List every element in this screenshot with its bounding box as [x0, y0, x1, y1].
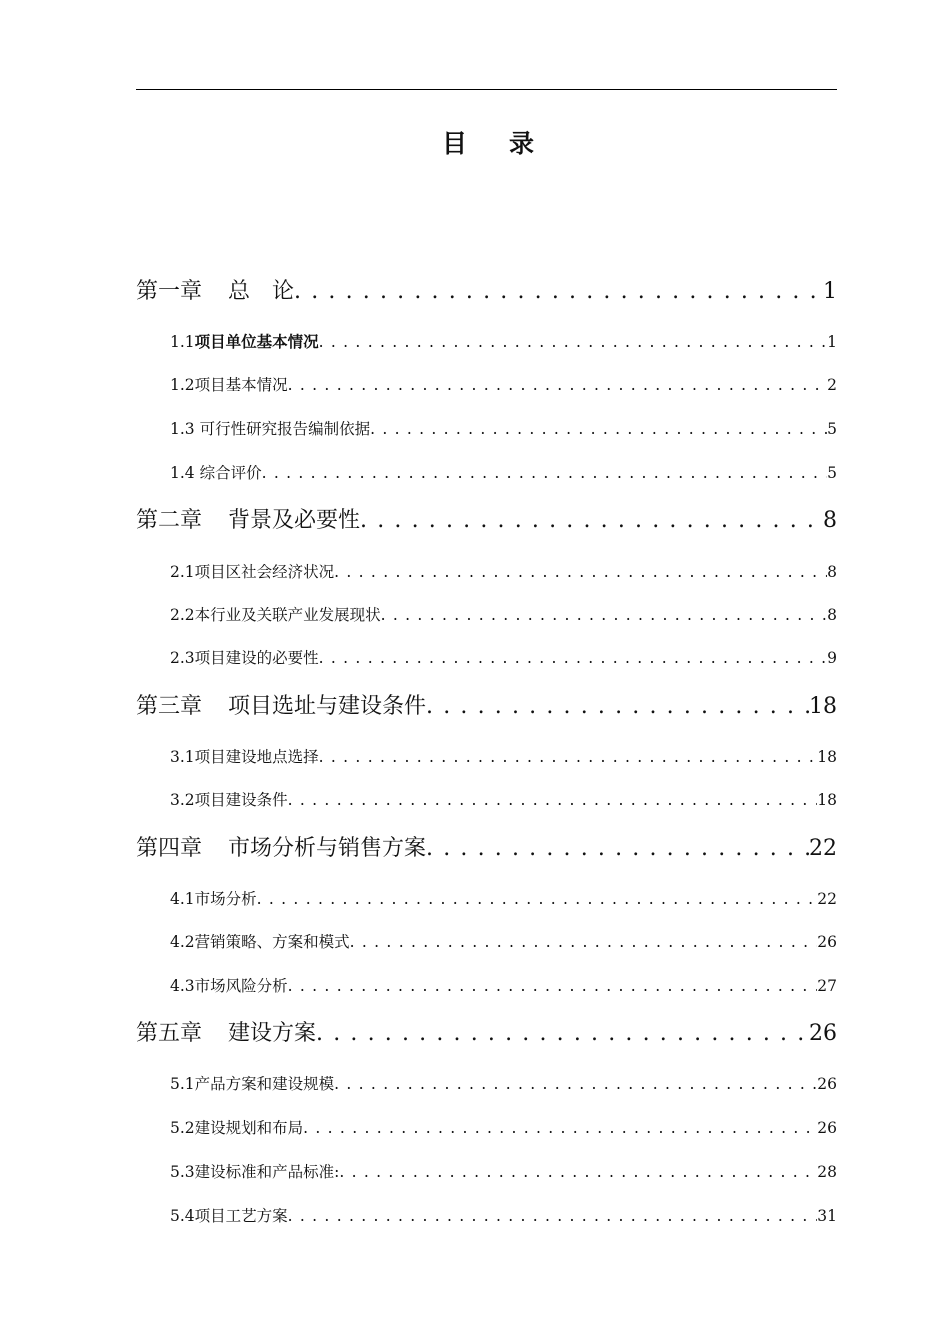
- toc-page-number: 26: [817, 1119, 837, 1137]
- toc-entry-number: 第二章: [136, 508, 203, 533]
- toc-page-number: 8: [827, 563, 837, 581]
- toc-section-entry[interactable]: [170, 1204, 837, 1228]
- toc-page-number: 9: [827, 649, 837, 667]
- toc-entry-number: 2.1: [170, 563, 195, 581]
- toc-entry-label: [170, 330, 319, 352]
- dot-leader: [360, 508, 823, 533]
- toc-entry-title: 建设规划和布局: [194, 1119, 304, 1137]
- toc-entry-title: 建设方案: [228, 1021, 317, 1046]
- dot-leader: [334, 563, 827, 581]
- toc-section-entry[interactable]: [170, 560, 837, 584]
- toc-entry-title: 项目区社会经济状况: [194, 563, 335, 581]
- toc-entry-label: [170, 1160, 339, 1182]
- dot-leader: [426, 694, 809, 719]
- toc-section-entry[interactable]: [170, 373, 837, 397]
- toc-entry-title: 市场分析与销售方案: [228, 836, 427, 861]
- toc-entry-label: [170, 373, 288, 395]
- dot-leader: [294, 279, 823, 304]
- toc-entry-number: 1.3: [170, 420, 195, 438]
- toc-entry-label: [136, 689, 426, 720]
- dot-leader: [319, 649, 827, 667]
- toc-entry-number: 2.3: [170, 649, 195, 667]
- toc-page-number: 26: [809, 1021, 837, 1046]
- toc-page-number: 18: [817, 791, 837, 809]
- toc-section-entry[interactable]: [170, 417, 837, 441]
- toc-entry-label: [170, 1204, 288, 1226]
- toc-entry-title: 项目建设的必要性: [194, 649, 319, 667]
- toc-entry-number: 1.4: [170, 464, 195, 482]
- dot-leader: [339, 1163, 817, 1181]
- toc-entry-title: 可行性研究报告编制依据: [194, 420, 371, 438]
- toc-section-entry[interactable]: [170, 745, 837, 769]
- toc-entry-title: 项目工艺方案: [194, 1207, 288, 1225]
- toc-entry-number: 第四章: [136, 836, 203, 861]
- toc-section-entry[interactable]: [170, 887, 837, 911]
- toc-entry-title: 产品方案和建设规模: [194, 1075, 335, 1093]
- toc-page-number: 28: [817, 1163, 837, 1181]
- toc-title-char-1: 目: [441, 129, 467, 158]
- toc-page-number: 1: [823, 279, 837, 304]
- toc-entry-label: [170, 974, 288, 996]
- toc-page-number: 5: [827, 420, 837, 438]
- toc-entry-label: [170, 603, 381, 625]
- toc-entry-number: 第三章: [136, 694, 203, 719]
- toc-entry-number: 第五章: [136, 1021, 203, 1046]
- toc-chapter-entry[interactable]: [136, 1016, 837, 1048]
- toc-section-entry[interactable]: [170, 603, 837, 627]
- toc-entry-number: 3.2: [170, 791, 195, 809]
- toc-entry-number: 第一章: [136, 279, 203, 304]
- toc-section-entry[interactable]: [170, 930, 837, 954]
- toc-entry-number: 5.4: [170, 1207, 195, 1225]
- toc-entry-title: 市场分析: [194, 890, 257, 908]
- toc-entry-label: [170, 417, 370, 439]
- toc-section-entry[interactable]: [170, 788, 837, 812]
- toc-page-number: 18: [817, 748, 837, 766]
- toc-entry-title: 建设标准和产品标准:: [194, 1163, 340, 1181]
- toc-section-entry[interactable]: [170, 1160, 837, 1184]
- toc-entry-number: 5.2: [170, 1119, 195, 1137]
- dot-leader: [319, 333, 827, 351]
- toc-page-number: 8: [823, 508, 837, 533]
- toc-page-number: 1: [827, 333, 837, 351]
- toc-page-number: 8: [827, 606, 837, 624]
- toc-entry-title: 本行业及关联产业发展现状: [194, 606, 381, 624]
- toc-page-number: 27: [817, 977, 837, 995]
- toc-title-char-2: 录: [509, 129, 535, 158]
- toc-entry-label: [136, 274, 294, 305]
- toc-entry-number: 5.3: [170, 1163, 195, 1181]
- toc-entry-number: 4.1: [170, 890, 195, 908]
- toc-entry-label: [170, 930, 350, 952]
- toc-section-entry[interactable]: [170, 461, 837, 485]
- dot-leader: [288, 1207, 818, 1225]
- toc-entry-label: [170, 560, 334, 582]
- dot-leader: [288, 977, 818, 995]
- toc-entry-number: 1.1: [170, 333, 195, 351]
- dot-leader: [426, 836, 809, 861]
- toc-entry-title: 项目单位基本情况: [194, 332, 319, 351]
- toc-page-number: 2: [827, 376, 837, 394]
- dot-leader: [381, 606, 827, 624]
- toc-entry-title: 综合评价: [194, 464, 262, 482]
- toc-entry-title: 项目建设条件: [194, 791, 288, 809]
- toc-entry-title: 营销策略、方案和模式: [194, 933, 350, 951]
- dot-leader: [288, 376, 827, 394]
- toc-entry-label: [170, 788, 288, 810]
- toc-section-entry[interactable]: [170, 1116, 837, 1140]
- toc-entry-number: 5.1: [170, 1075, 195, 1093]
- toc-entry-label: [170, 1072, 334, 1094]
- toc-entry-number: 2.2: [170, 606, 195, 624]
- toc-page-number: 18: [809, 694, 837, 719]
- toc-entry-title: 市场风险分析: [194, 977, 288, 995]
- toc-entry-title: 项目建设地点选择: [194, 748, 319, 766]
- toc-chapter-entry[interactable]: [136, 503, 837, 535]
- dot-leader: [370, 420, 827, 438]
- dot-leader: [319, 748, 818, 766]
- toc-entry-label: [170, 646, 319, 668]
- toc-entry-title: 项目选址与建设条件: [228, 694, 427, 719]
- toc-entry-label: [136, 1016, 316, 1047]
- toc-chapter-entry[interactable]: [136, 689, 837, 721]
- toc-page-number: 22: [809, 836, 837, 861]
- dot-leader: [350, 933, 818, 951]
- toc-section-entry[interactable]: [170, 1072, 837, 1096]
- toc-entry-number: 3.1: [170, 748, 195, 766]
- toc-entry-title: 背景及必要性: [228, 508, 361, 533]
- dot-leader: [257, 890, 818, 908]
- toc-entry-title: 项目基本情况: [194, 376, 288, 394]
- toc-entry-label: [136, 503, 360, 534]
- toc-section-entry[interactable]: [170, 974, 837, 998]
- toc-entry-number: 4.2: [170, 933, 195, 951]
- toc-section-entry[interactable]: [170, 330, 837, 354]
- dot-leader: [334, 1075, 817, 1093]
- toc-page-number: 5: [827, 464, 837, 482]
- toc-chapter-entry[interactable]: [136, 831, 837, 863]
- toc-entry-number: 4.3: [170, 977, 195, 995]
- toc-page-number: 31: [817, 1207, 837, 1225]
- dot-leader: [303, 1119, 817, 1137]
- toc-entry-title: 总 论: [228, 279, 295, 304]
- toc-chapter-entry[interactable]: [136, 274, 837, 306]
- dot-leader: [262, 464, 828, 482]
- toc-entry-label: [170, 887, 257, 909]
- toc-entry-label: [170, 745, 319, 767]
- toc-page-number: 26: [817, 933, 837, 951]
- toc-entry-label: [170, 1116, 303, 1138]
- dot-leader: [316, 1021, 809, 1046]
- toc-page-number: 22: [817, 890, 837, 908]
- toc-entry-label: [170, 461, 262, 483]
- toc-section-entry[interactable]: [170, 646, 837, 670]
- toc-entry-number: 1.2: [170, 376, 195, 394]
- dot-leader: [288, 791, 818, 809]
- toc-entry-label: [136, 831, 426, 862]
- toc-page-number: 26: [817, 1075, 837, 1093]
